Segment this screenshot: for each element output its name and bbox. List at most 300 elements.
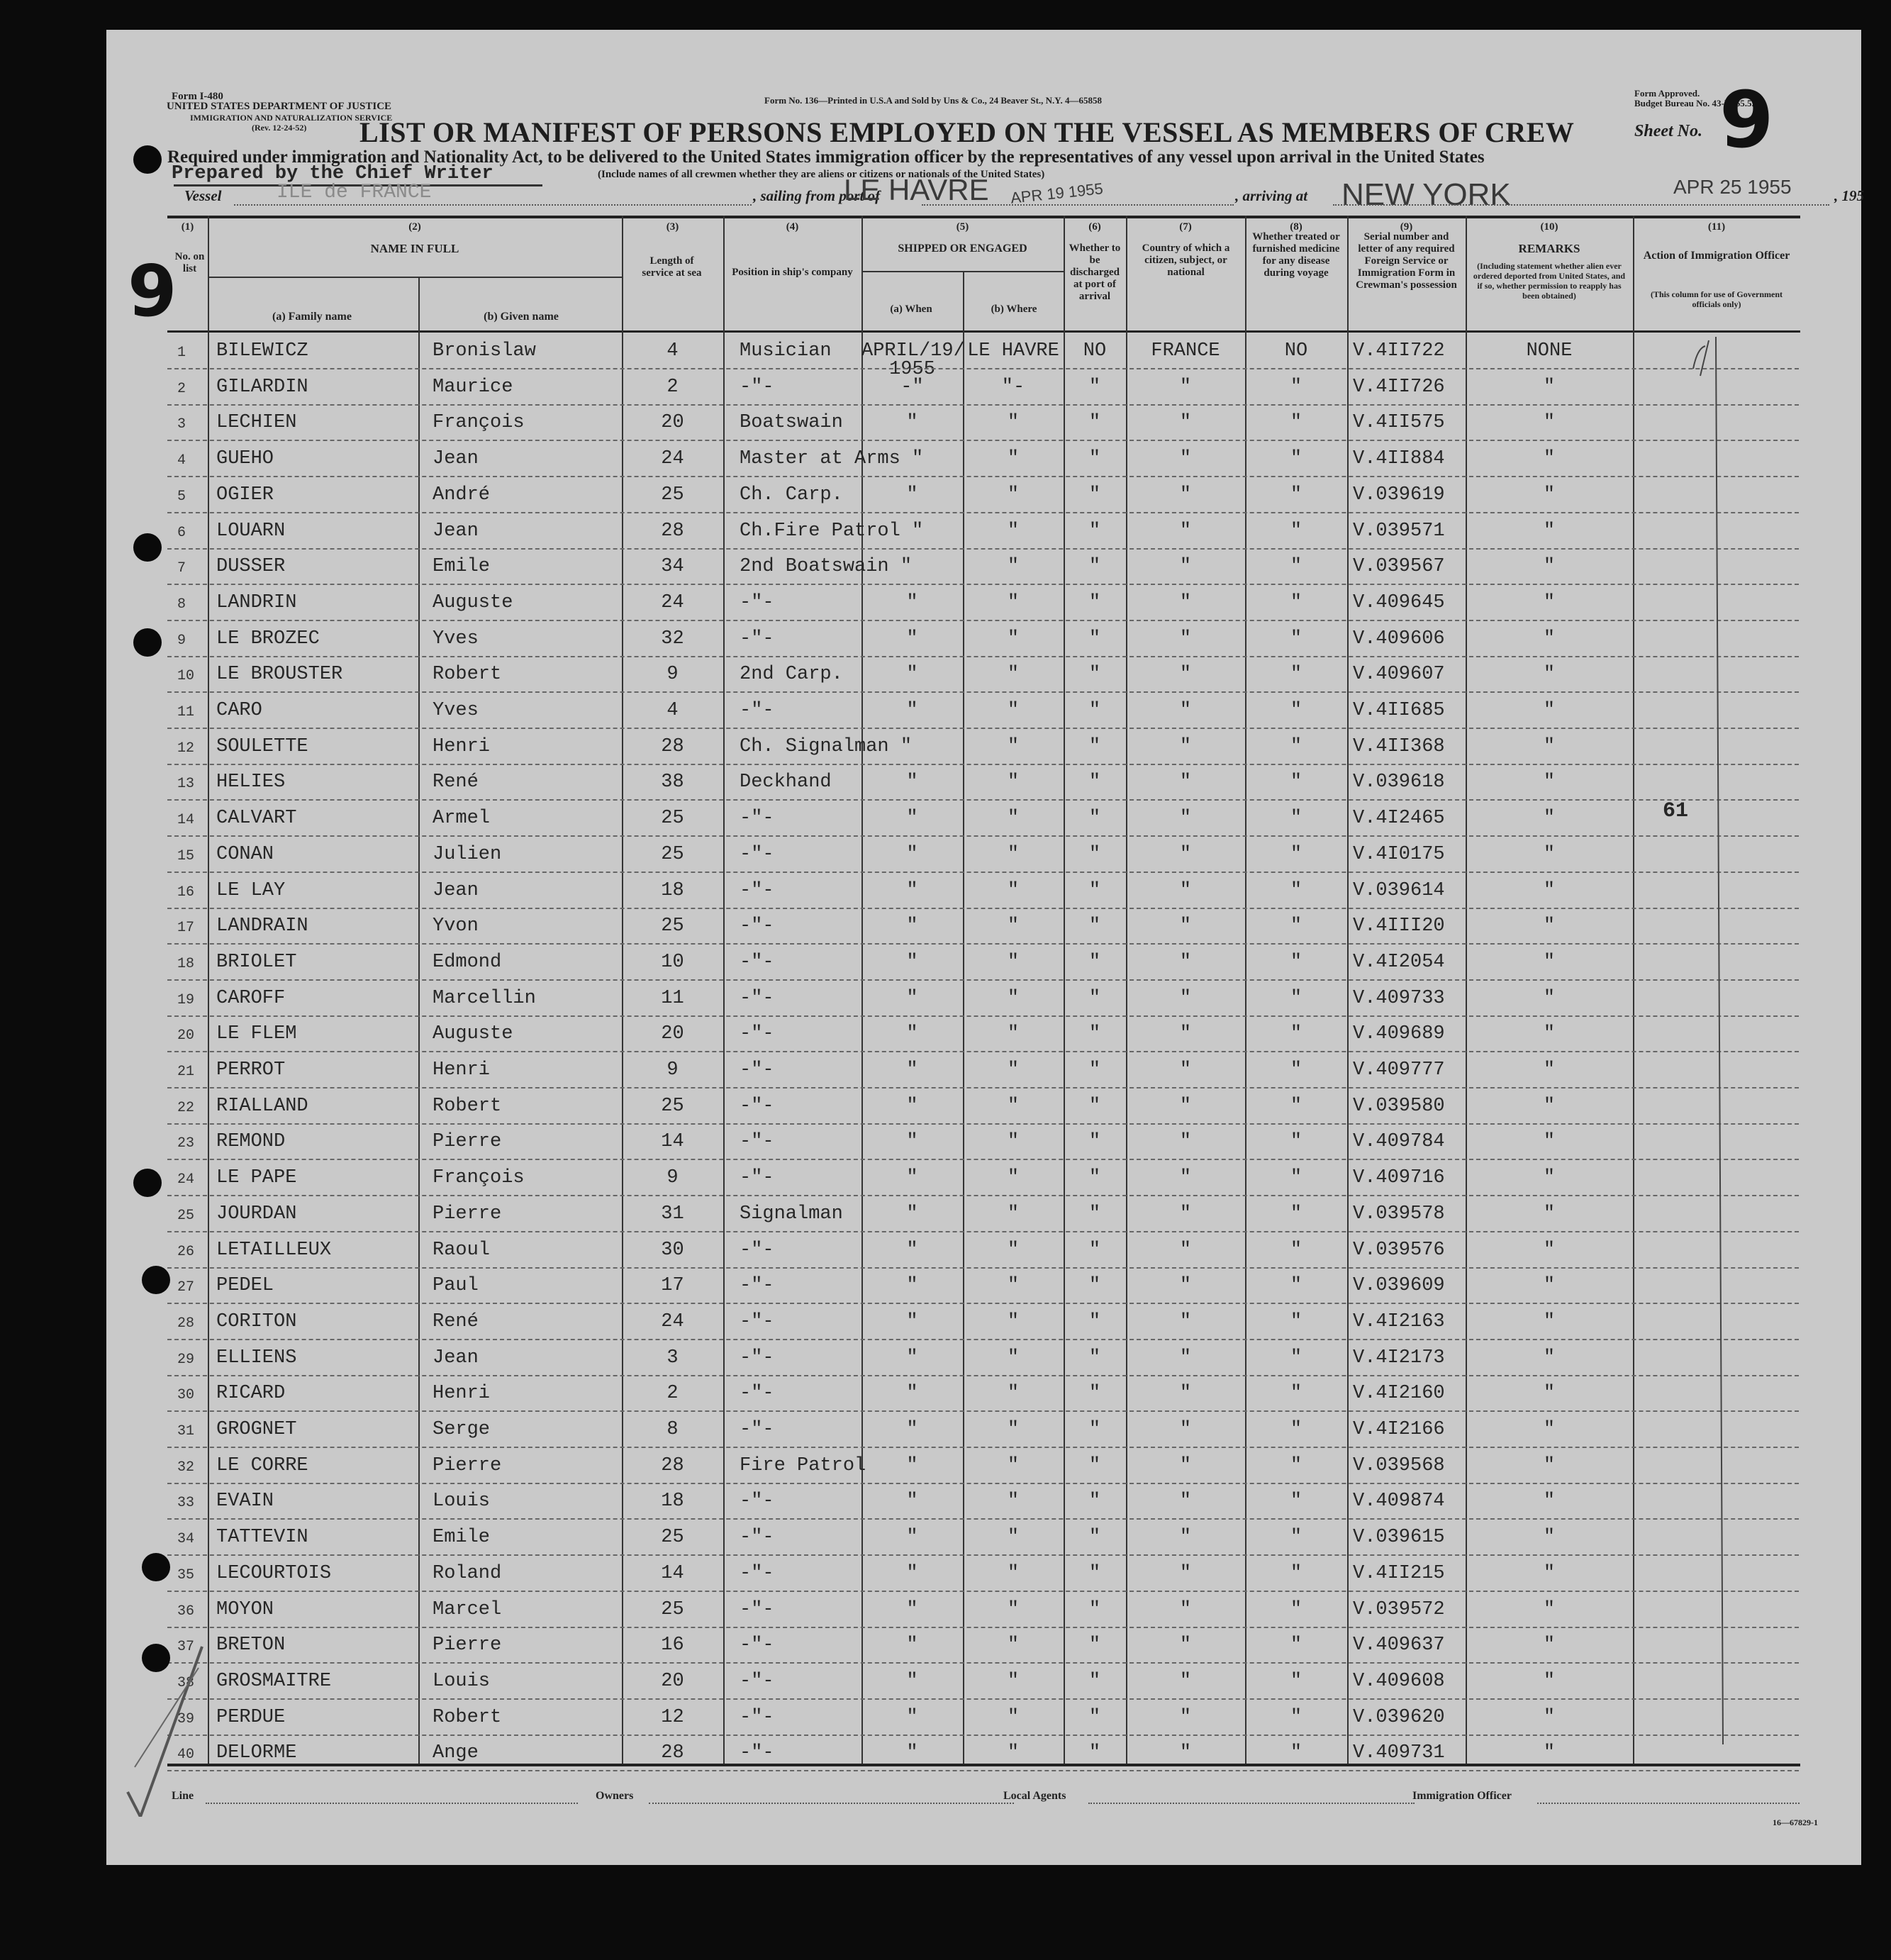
cell-length: 24 (661, 1310, 684, 1332)
cell-serial: V.4I0175 (1353, 843, 1445, 865)
cell-position: -"- (740, 879, 774, 901)
cell-remarks: " (1543, 951, 1556, 973)
cell-when: " (906, 484, 918, 506)
cell-disch: NO (1083, 340, 1107, 362)
cell-serial: V.409637 (1353, 1635, 1445, 1656)
row-number: 27 (177, 1279, 195, 1296)
col-treated: Whether treated or furnished medicine for any disease during voyage (1252, 231, 1340, 279)
cell-disch: " (1088, 1203, 1101, 1225)
cell-where: " (1007, 448, 1020, 470)
cell-position: Signalman (740, 1203, 843, 1225)
cell-treated: " (1290, 700, 1302, 721)
cell-given: Armel (433, 808, 491, 830)
cell-given: Henri (433, 735, 491, 757)
cell-country: " (1179, 915, 1192, 937)
table-row (106, 405, 1861, 441)
col-position: Position in ship's company (732, 267, 853, 278)
cell-remarks: " (1543, 1059, 1556, 1081)
cell-where: "- (1001, 376, 1025, 398)
cell-given: Robert (433, 1706, 502, 1728)
row-number: 28 (177, 1315, 195, 1332)
cell-position: -"- (740, 1275, 774, 1297)
cell-country: " (1179, 1167, 1192, 1189)
row-number: 17 (177, 920, 195, 937)
cell-when: " (906, 879, 918, 901)
cell-length: 28 (661, 1454, 684, 1476)
table-row (106, 801, 1861, 837)
col-family-name: (a) Family name (272, 311, 352, 323)
cell-length: 8 (666, 1419, 679, 1440)
cell-serial: V.409689 (1353, 1023, 1445, 1045)
cell-remarks: " (1543, 484, 1556, 506)
cell-country: FRANCE (1151, 340, 1220, 362)
cell-serial: V.039620 (1353, 1706, 1445, 1728)
cell-given: Jean (433, 448, 479, 470)
table-row (106, 1448, 1861, 1484)
table-header-rule (167, 330, 1800, 333)
cell-treated: " (1290, 1310, 1302, 1332)
cell-treated: " (1290, 1635, 1302, 1656)
cell-family: RICARD (216, 1383, 286, 1405)
cell-length: 2 (666, 376, 679, 398)
col9-number: (9) (1400, 221, 1413, 233)
cell-position: -"- (740, 843, 774, 865)
punch-hole (133, 145, 162, 174)
cell-remarks: " (1543, 412, 1556, 434)
cell-length: 10 (661, 951, 684, 973)
cell-length: 24 (661, 591, 684, 613)
cell-where: " (1007, 664, 1020, 686)
cell-family: LANDRAIN (216, 915, 308, 937)
cell-treated: NO (1284, 340, 1308, 362)
cell-position: Ch. Signalman " (740, 735, 913, 757)
cell-serial: V.039619 (1353, 484, 1445, 506)
row-number: 33 (177, 1495, 195, 1512)
cell-given: Robert (433, 664, 502, 686)
cell-family: GROGNET (216, 1419, 297, 1440)
cell-country: " (1179, 843, 1192, 865)
cell-length: 38 (661, 772, 684, 794)
cell-given: Pierre (433, 1131, 502, 1153)
cell-country: " (1179, 1635, 1192, 1656)
cell-remarks: " (1543, 1167, 1556, 1189)
cell-length: 30 (661, 1239, 684, 1261)
cell-country: " (1179, 1562, 1192, 1584)
row-number: 6 (177, 524, 186, 541)
row-number: 4 (177, 452, 186, 469)
cell-serial: V.4I2465 (1353, 808, 1445, 830)
cell-country: " (1179, 1239, 1192, 1261)
row-number: 22 (177, 1099, 195, 1116)
cell-treated: " (1290, 1059, 1302, 1081)
row-rule (167, 1770, 1799, 1771)
punch-hole (142, 1644, 170, 1672)
punch-hole (133, 1169, 162, 1197)
cell-serial: V.409777 (1353, 1059, 1445, 1081)
cell-family: CONAN (216, 843, 274, 865)
cell-when: " (906, 700, 918, 721)
col5-number: (5) (956, 221, 969, 233)
cell-position: -"- (740, 700, 774, 721)
cell-serial: V.4I2173 (1353, 1347, 1445, 1369)
cell-given: Auguste (433, 1023, 513, 1045)
cell-length: 14 (661, 1131, 684, 1153)
row-number: 10 (177, 668, 195, 685)
cell-treated: " (1290, 448, 1302, 470)
cell-serial: V.4I2160 (1353, 1383, 1445, 1405)
table-row (106, 1196, 1861, 1232)
cell-when: " (906, 1383, 918, 1405)
cell-where: " (1007, 808, 1020, 830)
cell-remarks: " (1543, 1527, 1556, 1549)
row-number: 37 (177, 1639, 195, 1656)
table-row (106, 477, 1861, 513)
table-row (106, 1592, 1861, 1628)
cell-treated: " (1290, 1670, 1302, 1692)
cell-position: Ch. Carp. (740, 484, 843, 506)
cell-serial: V.409784 (1353, 1131, 1445, 1153)
row-number: 30 (177, 1387, 195, 1404)
cell-country: " (1179, 1706, 1192, 1728)
cell-family: LE BROZEC (216, 628, 320, 650)
cell-country: " (1179, 376, 1192, 398)
cell-where: " (1007, 628, 1020, 650)
cell-country: " (1179, 951, 1192, 973)
cell-position: -"- (740, 1383, 774, 1405)
cell-country: " (1179, 1310, 1192, 1332)
cell-serial: V.4I2166 (1353, 1419, 1445, 1440)
cell-family: JOURDAN (216, 1203, 297, 1225)
cell-treated: " (1290, 879, 1302, 901)
cell-position: -"- (740, 1527, 774, 1549)
cell-length: 2 (666, 1383, 679, 1405)
table-row (106, 1124, 1861, 1160)
cell-given: Jean (433, 1347, 479, 1369)
table-row (106, 1376, 1861, 1412)
punch-hole (142, 1553, 170, 1581)
cell-serial: V.039571 (1353, 520, 1445, 542)
cell-position: -"- (740, 1310, 774, 1332)
cell-serial: V.039578 (1353, 1203, 1445, 1225)
cell-treated: " (1290, 735, 1302, 757)
col-given-name: (b) Given name (484, 311, 559, 323)
row-number: 16 (177, 884, 195, 901)
cell-family: RIALLAND (216, 1095, 308, 1117)
cell-disch: " (1088, 1562, 1101, 1584)
cell-country: " (1179, 1742, 1192, 1764)
cell-disch: " (1088, 1598, 1101, 1620)
cell-treated: " (1290, 1023, 1302, 1045)
cell-disch: " (1088, 700, 1101, 721)
cell-when: " (906, 1706, 918, 1728)
cell-treated: " (1290, 591, 1302, 613)
col-action: Action of Immigration Officer (1643, 250, 1790, 262)
col-remarks-note: (Including statement whether alien ever ordered deported from United States, and if so, whether permission to reapply has been obtained) (1473, 261, 1626, 301)
cell-family: BILEWICZ (216, 340, 308, 362)
row-number: 24 (177, 1171, 195, 1188)
cell-position: -"- (740, 1347, 774, 1369)
table-row (106, 1483, 1861, 1520)
table-row (106, 837, 1861, 873)
col-no-on-list: No. on list (174, 251, 205, 274)
cell-remarks: " (1543, 448, 1556, 470)
row-number: 7 (177, 560, 186, 577)
col-serial: Serial number and letter of any required Foreign Service or Immigration Form in Crewman's possession (1356, 231, 1457, 291)
cell-serial: V.4I2163 (1353, 1310, 1445, 1332)
cell-treated: " (1290, 1706, 1302, 1728)
cell-remarks: " (1543, 1131, 1556, 1153)
arrival-stamp: APR 25 1955 (1673, 176, 1792, 198)
cell-when: " (906, 628, 918, 650)
cell-disch: " (1088, 808, 1101, 830)
cell-family: BRETON (216, 1635, 286, 1656)
cell-family: LANDRIN (216, 591, 297, 613)
cell-when: " (906, 772, 918, 794)
cell-given: Yvon (433, 915, 479, 937)
cell-remarks: " (1543, 1598, 1556, 1620)
cell-serial: V.4II884 (1353, 448, 1445, 470)
vessel-label: Vessel (184, 187, 222, 204)
service: IMMIGRATION AND NATURALIZATION SERVICE (190, 113, 393, 123)
table-row (106, 621, 1861, 657)
cell-where: " (1007, 520, 1020, 542)
cell-treated: " (1290, 915, 1302, 937)
table-row (106, 1700, 1861, 1736)
cell-given: René (433, 1310, 479, 1332)
vessel-name: ILE de FRANCE (277, 182, 432, 204)
cell-country: " (1179, 591, 1192, 613)
table-row (106, 873, 1861, 909)
cell-serial: V.409733 (1353, 987, 1445, 1009)
cell-position: -"- (740, 591, 774, 613)
cell-where: " (1007, 1491, 1020, 1513)
cell-family: GROSMAITRE (216, 1670, 332, 1692)
cell-remarks: " (1543, 1023, 1556, 1045)
cell-when: -" (900, 376, 924, 398)
cell-where: " (1007, 1275, 1020, 1297)
cell-serial: V.039614 (1353, 879, 1445, 901)
cell-given: Paul (433, 1275, 479, 1297)
cell-given: Louis (433, 1491, 491, 1513)
cell-country: " (1179, 735, 1192, 757)
table-row (106, 764, 1861, 801)
cell-where: " (1007, 556, 1020, 578)
cell-where: " (1007, 1706, 1020, 1728)
cell-family: OGIER (216, 484, 274, 506)
cell-disch: " (1088, 1419, 1101, 1440)
cell-length: 18 (661, 879, 684, 901)
cell-where: " (1007, 1383, 1020, 1405)
table-row (106, 981, 1861, 1017)
cell-remarks: " (1543, 376, 1556, 398)
cell-family: GILARDIN (216, 376, 308, 398)
cell-treated: " (1290, 1742, 1302, 1764)
cell-where: " (1007, 1742, 1020, 1764)
cell-treated: " (1290, 1167, 1302, 1189)
cell-country: " (1179, 772, 1192, 794)
cell-country: " (1179, 1023, 1192, 1045)
cell-position: -"- (740, 1598, 774, 1620)
cell-length: 11 (661, 987, 684, 1009)
port-to: NEW YORK (1341, 177, 1511, 212)
cell-length: 25 (661, 484, 684, 506)
cell-disch: " (1088, 484, 1101, 506)
printer-line: Form No. 136—Printed in U.S.A and Sold by Uns & Co., 24 Beaver St., N.Y. 4—65858 (764, 95, 1102, 106)
cell-serial: V.4I2054 (1353, 951, 1445, 973)
table-row (106, 1735, 1861, 1771)
cell-given: Bronislaw (433, 340, 536, 362)
cell-where: " (1007, 700, 1020, 721)
cell-length: 31 (661, 1203, 684, 1225)
cell-length: 12 (661, 1706, 684, 1728)
cell-remarks: " (1543, 987, 1556, 1009)
cell-country: " (1179, 1095, 1192, 1117)
cell-treated: " (1290, 556, 1302, 578)
col-discharged: Whether to be discharged at port of arrival (1069, 243, 1121, 302)
cell-length: 25 (661, 1095, 684, 1117)
cell-given: Julien (433, 843, 502, 865)
cell-disch: " (1088, 520, 1101, 542)
include-note: (Include names of all crewmen whether they are aliens or citizens or nationals of the United States) (598, 169, 1045, 180)
table-row (106, 1412, 1861, 1448)
cell-length: 9 (666, 1059, 679, 1081)
col-country: Country of which a citizen, subject, or national (1142, 243, 1230, 278)
cell-given: Henri (433, 1059, 491, 1081)
cell-disch: " (1088, 1310, 1101, 1332)
cell-when: " (906, 1203, 918, 1225)
row-number: 1 (177, 345, 186, 361)
cell-given: Yves (433, 628, 479, 650)
cell-treated: " (1290, 843, 1302, 865)
table-row (106, 657, 1861, 693)
cell-disch: " (1088, 591, 1101, 613)
cell-given: André (433, 484, 491, 506)
cell-position: -"- (740, 1742, 774, 1764)
cell-family: ELLIENS (216, 1347, 297, 1369)
table-row (106, 1088, 1861, 1125)
cell-family: EVAIN (216, 1491, 274, 1513)
col1-number: (1) (181, 221, 194, 233)
col6-number: (6) (1088, 221, 1101, 233)
row-number: 32 (177, 1459, 195, 1476)
cell-serial: V.4II685 (1353, 700, 1445, 721)
row-number: 20 (177, 1028, 195, 1045)
cell-disch: " (1088, 412, 1101, 434)
cell-where: " (1007, 843, 1020, 865)
cell-position: -"- (740, 808, 774, 830)
cell-where: " (1007, 1023, 1020, 1045)
cell-treated: " (1290, 412, 1302, 434)
annotation-61: 61 (1663, 799, 1689, 823)
cell-position: -"- (740, 1706, 774, 1728)
cell-serial: V.409716 (1353, 1167, 1445, 1189)
row-number: 21 (177, 1064, 195, 1080)
cell-length: 9 (666, 664, 679, 686)
arriving-label: , arriving at (1235, 187, 1308, 204)
row-number: 29 (177, 1351, 195, 1368)
cell-remarks: " (1543, 1670, 1556, 1692)
cell-serial: V.4II726 (1353, 376, 1445, 398)
col-where: (b) Where (991, 304, 1037, 315)
cell-given: Louis (433, 1670, 491, 1692)
cell-length: 4 (666, 700, 679, 721)
table-row (106, 1520, 1861, 1556)
cell-given: Maurice (433, 376, 513, 398)
cell-family: CARO (216, 700, 262, 721)
punch-hole (133, 628, 162, 657)
action-pen-mark (1680, 333, 1730, 1759)
cell-disch: " (1088, 772, 1101, 794)
cell-serial: V.4II368 (1353, 735, 1445, 757)
cell-remarks: " (1543, 879, 1556, 901)
table-row (106, 1627, 1861, 1664)
row-number: 31 (177, 1423, 195, 1440)
cell-position: -"- (740, 1131, 774, 1153)
cell-remarks: " (1543, 1347, 1556, 1369)
cell-given: Henri (433, 1383, 491, 1405)
table-row (106, 1232, 1861, 1269)
cell-remarks: NONE (1526, 340, 1573, 362)
table-row (106, 1664, 1861, 1700)
cell-family: PEDEL (216, 1275, 274, 1297)
cell-treated: " (1290, 1491, 1302, 1513)
prepared-by: Prepared by the Chief Writer (172, 163, 493, 184)
cell-remarks: " (1543, 1706, 1556, 1728)
cell-remarks: " (1543, 1562, 1556, 1584)
cell-length: 25 (661, 843, 684, 865)
cell-treated: " (1290, 628, 1302, 650)
cell-when: " (906, 1310, 918, 1332)
cell-remarks: " (1543, 556, 1556, 578)
cell-disch: " (1088, 1347, 1101, 1369)
cell-family: MOYON (216, 1598, 274, 1620)
cell-when: " (906, 915, 918, 937)
cell-country: " (1179, 628, 1192, 650)
row-number: 15 (177, 847, 195, 864)
cell-treated: " (1290, 808, 1302, 830)
cell-length: 9 (666, 1167, 679, 1189)
cell-given: Robert (433, 1095, 502, 1117)
cell-where: " (1007, 1419, 1020, 1440)
cell-length: 4 (666, 340, 679, 362)
cell-where: " (1007, 1347, 1020, 1369)
row-number: 26 (177, 1243, 195, 1260)
row-number: 34 (177, 1531, 195, 1548)
row-number: 11 (177, 704, 195, 720)
cell-when: " (906, 1635, 918, 1656)
cell-remarks: " (1543, 1491, 1556, 1513)
cell-serial: V.039618 (1353, 772, 1445, 794)
cell-position: -"- (740, 987, 774, 1009)
col8-number: (8) (1290, 221, 1302, 233)
cell-where: " (1007, 879, 1020, 901)
table-row (106, 1556, 1861, 1592)
cell-treated: " (1290, 1527, 1302, 1549)
cell-remarks: " (1543, 700, 1556, 721)
cell-remarks: " (1543, 1419, 1556, 1440)
cell-length: 28 (661, 735, 684, 757)
table-top-rule (167, 216, 1800, 218)
cell-when: " (906, 1598, 918, 1620)
table-row (106, 1340, 1861, 1376)
local-agents-label: Local Agents (1003, 1790, 1066, 1802)
cell-remarks: " (1543, 1742, 1556, 1764)
cell-country: " (1179, 987, 1192, 1009)
cell-position: Ch.Fire Patrol " (740, 520, 924, 542)
row-number: 3 (177, 416, 186, 433)
cell-country: " (1179, 448, 1192, 470)
cell-family: TATTEVIN (216, 1527, 308, 1549)
